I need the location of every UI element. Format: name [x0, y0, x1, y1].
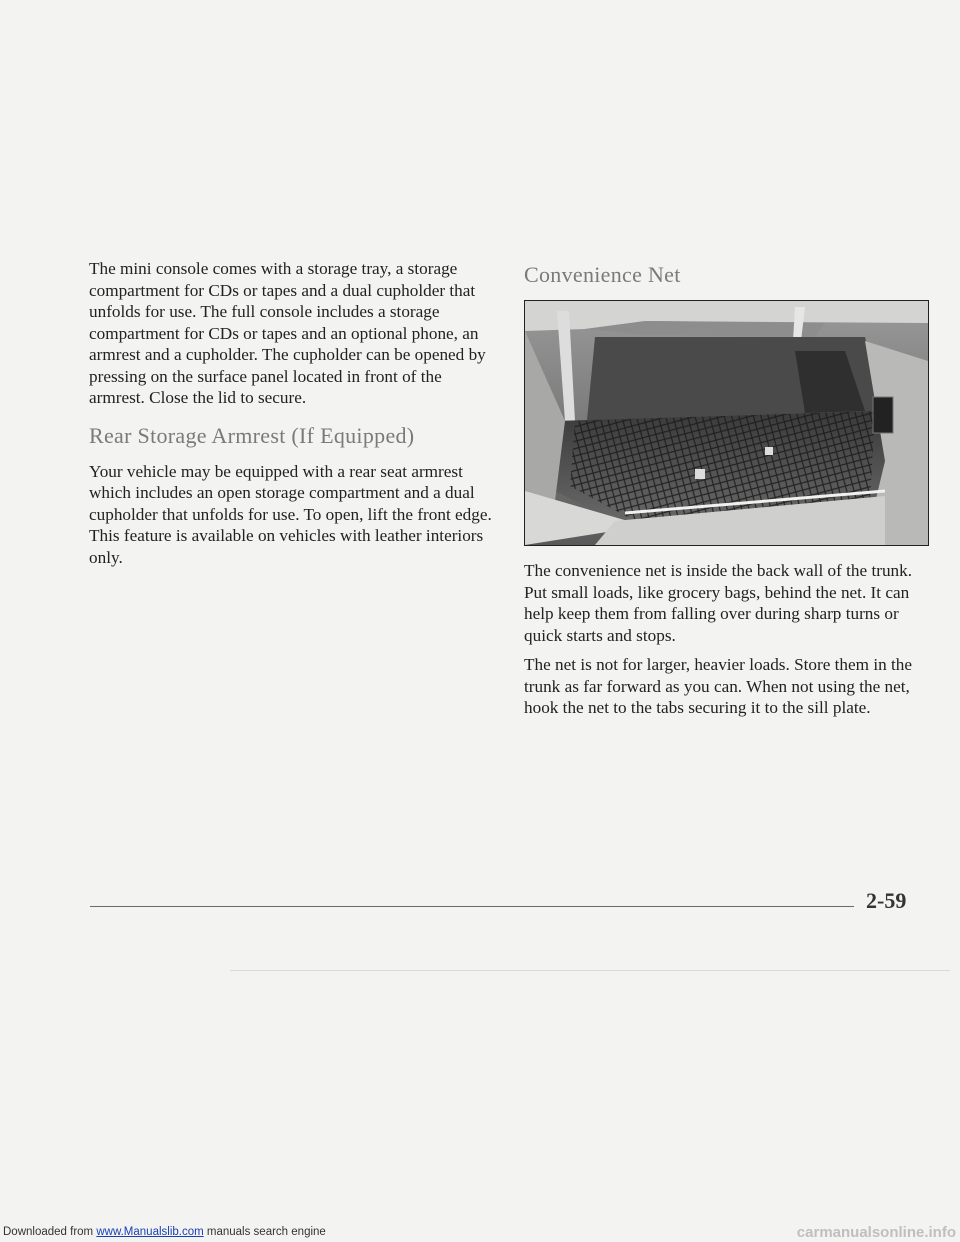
console-paragraph: The mini console comes with a storage tray, a storage compartment for CDs or tapes and a dual cupholder that unfolds for use. The full console includes a storage compartment for CDs or tapes and an optional phone, an armrest and a cupholder. The cupholder can be opened by pressing on the surface panel located in front of the armrest. Close the lid to secure. [89, 259, 486, 407]
download-credit [3, 1226, 326, 1238]
trunk-net-illustration [525, 301, 928, 545]
convenience-net-heading: Convenience Net [524, 262, 681, 287]
faint-rule [230, 970, 950, 971]
convenience-net-paragraph-1: The convenience net is inside the back wall of the trunk. Put small loads, like grocery bags, behind the net. It can help keep them from falling over during sharp turns or quick starts and stops. [524, 561, 913, 645]
right-column [524, 258, 934, 719]
page-number: 2-59 [866, 888, 907, 913]
armrest-paragraph: Your vehicle may be equipped with a rear seat armrest which includes an open storage compartment and a dual cupholder that unfolds for use. To open, lift the front edge. This feature is available on vehicles with leather interiors only. [89, 461, 492, 567]
watermark-text: carmanualsonline.info [796, 1224, 956, 1241]
rear-storage-armrest-heading: Rear Storage Armrest (If Equipped) [89, 422, 415, 448]
download-prefix: Downloaded from [3, 1226, 97, 1238]
download-bar [0, 1223, 960, 1242]
manualslib-link[interactable]: www.Manualslib.com [96, 1226, 204, 1238]
left-column [89, 258, 494, 568]
footer-rule [90, 906, 854, 907]
download-suffix: manuals search engine [203, 1226, 326, 1238]
convenience-net-paragraph-2: The net is not for larger, heavier loads. Store them in the trunk as far forward as you can. When not using the net, hook the net to the tabs securing it to the sill plate. [524, 655, 912, 717]
trunk-net-photo [524, 300, 929, 546]
